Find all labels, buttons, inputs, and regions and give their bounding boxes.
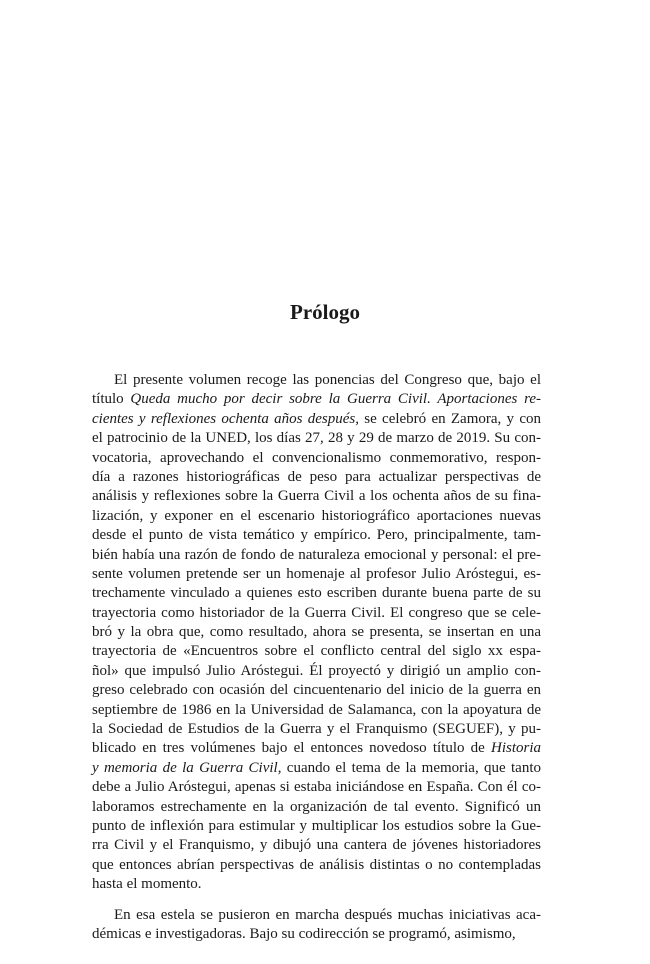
paragraph-line: el patrocinio de la UNED, los días 27, 28 y 29 de marzo de 2019. Su con-: [92, 430, 541, 447]
paragraph-line: trayectoria como historiador de la Guerra Civil. El congreso que se cele-: [92, 604, 541, 621]
paragraph-line: análisis y reflexiones sobre la Guerra Civil a los ochenta años de su fina-: [92, 488, 541, 505]
paragraph-line: blicado en tres volúmenes bajo el entonces novedoso título de Historia: [92, 740, 541, 757]
prologue-body: [92, 371, 541, 944]
paragraph-line: laboramos estrechamente en la organización de tal evento. Significó un: [92, 798, 541, 815]
paragraph-line: punto de inflexión para estimular y multiplicar los estudios sobre la Gue-: [92, 817, 541, 834]
paragraph-line: trayectoria de «Encuentros sobre el conflicto central del siglo xx espa-: [92, 643, 541, 660]
paragraph-line: cientes y reflexiones ochenta años después, se celebró en Zamora, y con: [92, 410, 541, 427]
paragraph-line: ñol» que impulsó Julio Aróstegui. Él proyectó y dirigió un amplio con-: [92, 662, 541, 679]
paragraph-line: En esa estela se pusieron en marcha después muchas iniciativas aca-: [114, 906, 541, 923]
paragraph-line: hasta el momento.: [92, 876, 202, 893]
paragraph-line: que entonces abrían perspectivas de análisis distintas o no contempladas: [92, 856, 541, 873]
paragraph-line: debe a Julio Aróstegui, apenas si estaba iniciándose en España. Con él co-: [92, 779, 541, 796]
paragraph-line: El presente volumen recoge las ponencias del Congreso que, bajo el: [114, 372, 541, 388]
paragraph-line: trechamente vinculado a quienes esto escriben durante buena parte de su: [92, 585, 541, 602]
paragraph-line: bién había una razón de fondo de naturaleza emocional y personal: el pre-: [92, 546, 541, 563]
paragraph-line: démicas e investigadoras. Bajo su codirección se programó, asimismo,: [92, 925, 516, 942]
paragraph-line: desde el punto de vista temático y empírico. Pero, principalmente, tam-: [92, 527, 541, 544]
paragraph-line: día a razones historiográficas de peso para actualizar perspectivas de: [92, 468, 541, 485]
page-title: Prólogo: [290, 300, 360, 324]
paragraph-line: la Sociedad de Estudios de la Guerra y el Franquismo (SEGUEF), y pu-: [92, 721, 541, 738]
paragraph-line: título Queda mucho por decir sobre la Guerra Civil. Aportaciones re-: [92, 391, 541, 408]
paragraph-line: lización, y exponer en el escenario historiográfico aportaciones nuevas: [92, 507, 541, 524]
paragraph-line: sente volumen pretende ser un homenaje al profesor Julio Aróstegui, es-: [92, 565, 541, 582]
paragraph-line: greso celebrado con ocasión del cincuentenario del inicio de la guerra en: [92, 682, 541, 699]
paragraph-line: septiembre de 1986 en la Universidad de Salamanca, con la apoyatura de: [92, 701, 541, 718]
paragraph-line: rra Civil y el Franquismo, y dibujó una cantera de jóvenes historiadores: [92, 837, 541, 854]
paragraph-line: bró y la obra que, como resultado, ahora se presenta, se insertan en una: [92, 624, 541, 641]
paragraph-gap: [92, 895, 541, 906]
paragraph-line: y memoria de la Guerra Civil, cuando el tema de la memoria, que tanto: [92, 759, 542, 776]
paragraph-line: vocatoria, aprovechando el convencionalismo conmemorativo, respon-: [92, 449, 541, 466]
